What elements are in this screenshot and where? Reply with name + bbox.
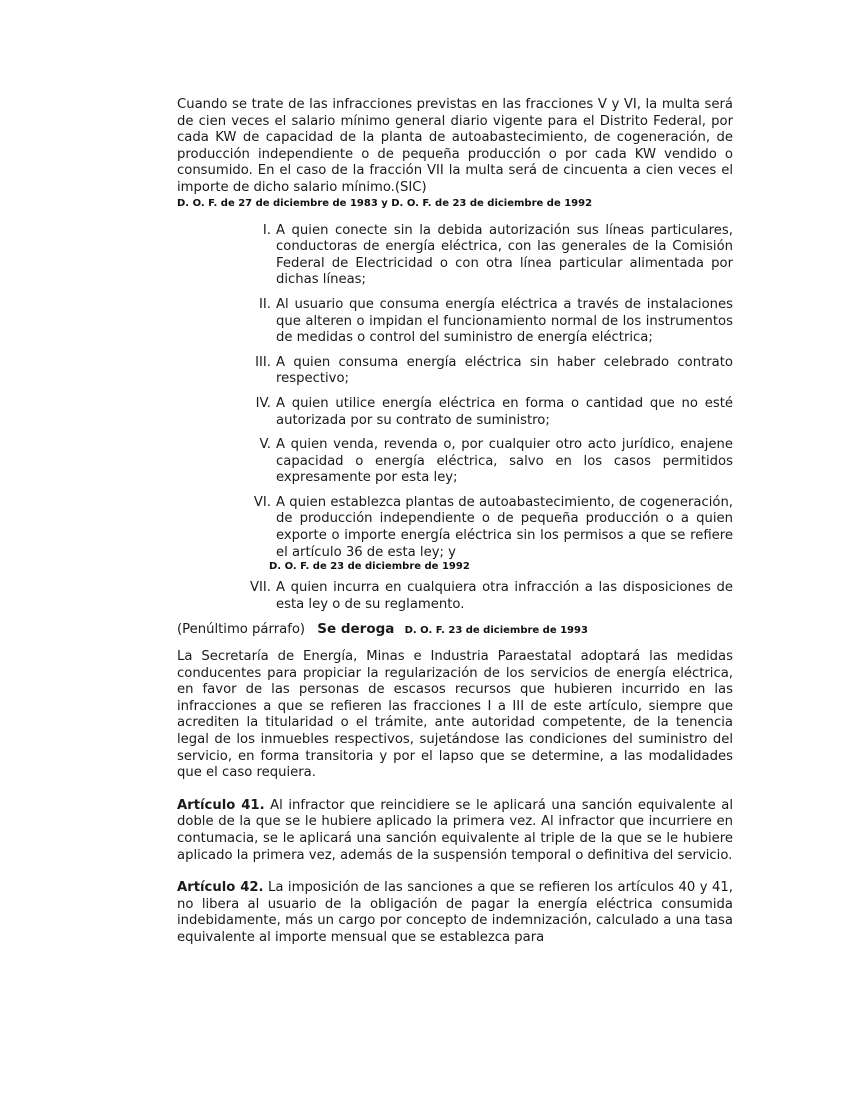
list-item xyxy=(177,297,733,347)
list-item xyxy=(177,396,733,429)
dof-reference: D. O. F. de 27 de diciembre de 1983 y D. O. F. de 23 de diciembre de 1992 xyxy=(177,197,593,209)
penultimate-label: (Penúltimo párrafo) xyxy=(177,622,306,638)
list-item xyxy=(177,437,733,487)
item-number: VII. xyxy=(250,580,271,596)
intro-paragraph: Cuando se trate de las infracciones previstas en las fracciones V y VI, la multa será de cien veces el salario mínimo general diario vigente para el Distrito Federal, por cada KW de capacidad de la planta de autoabastecimiento, de cogeneración, de producción independiente o de pequeña producción o por cada KW vendido o consumido. En el caso de la fracción VII la multa será de cincuenta a cien veces el importe de dicho salario mínimo.(SIC) xyxy=(177,97,733,195)
penultimate-paragraph-note xyxy=(177,621,733,639)
document-page xyxy=(177,97,733,947)
list-item xyxy=(177,223,733,289)
item-number: I. xyxy=(262,222,271,238)
item-number: III. xyxy=(255,354,271,370)
article-heading: Artículo 42. xyxy=(177,880,264,896)
item-number: II. xyxy=(259,296,271,312)
article-text: La imposición de las sanciones a que se refieren los artículos 40 y 41, no libera al usuario de la obligación de pagar la energía eléctrica consumida indebidamente, más un cargo por concepto de indemnización, calculado a una tasa equivalente al importe mensual que se establezca para xyxy=(177,880,734,945)
item-text: A quien consuma energía eléctrica sin haber celebrado contrato respectivo; xyxy=(276,354,733,387)
item-text: A quien establezca plantas de autoabastecimiento, de cogeneración, de producción independiente o de pequeña producción o a quien exporte o importe energía eléctrica sin los permisos a que se refiere el artículo 36 de esta ley; y xyxy=(276,494,733,560)
item-text: A quien conecte sin la debida autorización sus líneas particulares, conductoras de energía eléctrica, con las generales de la Comisión Federal de Electricidad o con otra línea particular alimentada por dichas líneas; xyxy=(276,222,733,288)
list-item xyxy=(177,355,733,388)
list-item xyxy=(177,495,733,561)
article-heading: Artículo 41. xyxy=(177,797,265,813)
item-number: VI. xyxy=(253,494,271,510)
item-number: V. xyxy=(259,437,271,453)
list-item xyxy=(177,580,733,613)
item-text: A quien utilice energía eléctrica en forma o cantidad que no esté autorizada por su contrato de suministro; xyxy=(276,395,733,428)
item-text: A quien incurra en cualquiera otra infracción a las disposiciones de esta ley o de su reglamento. xyxy=(276,580,733,612)
article-text: Al infractor que reincidiere se le aplicará una sanción equivalente al doble de la que se le hubiere aplicado la primera vez. Al infractor que incurriere en contumacia, se le aplicará una sanción equivalente al triple de la que se le hubiere aplicado la primera vez, además de la suspensión temporal o definitiva del servicio. xyxy=(177,797,733,863)
repealed-label: Se deroga xyxy=(317,621,395,638)
article-41 xyxy=(177,798,733,864)
dof-reference: D. O. F. de 23 de diciembre de 1992 xyxy=(269,561,470,573)
item-text: A quien venda, revenda o, por cualquier otro acto jurídico, enajene capacidad o energía eléctrica, salvo en los casos permitidos expresamente por esta ley; xyxy=(276,437,733,486)
item-text: Al usuario que consuma energía eléctrica a través de instalaciones que alteren o impidan el funcionamiento normal de los instrumentos de medidas o control del suministro de energía eléctrica; xyxy=(276,296,733,346)
secretaria-paragraph: La Secretaría de Energía, Minas e Industria Paraestatal adoptará las medidas conducentes para propiciar la regularización de los servicios de energía eléctrica, en favor de las personas de escasos recursos que hubieren incurrido en las infracciones a que se refieren las fracciones I a III de este artículo, siempre que acrediten la titularidad o el trámite, ante autoridad competente, de la tenencia legal de los inmuebles respectivos, sujetándose las condiciones del suministro del servicio, en forma transitoria y por el lapso que se determine, a las modalidades que el caso requiera. xyxy=(177,649,733,781)
item-number: IV. xyxy=(255,395,271,411)
article-42 xyxy=(177,880,733,946)
dof-reference: D. O. F. 23 de diciembre de 1993 xyxy=(404,625,588,637)
fractions-list xyxy=(177,223,733,614)
